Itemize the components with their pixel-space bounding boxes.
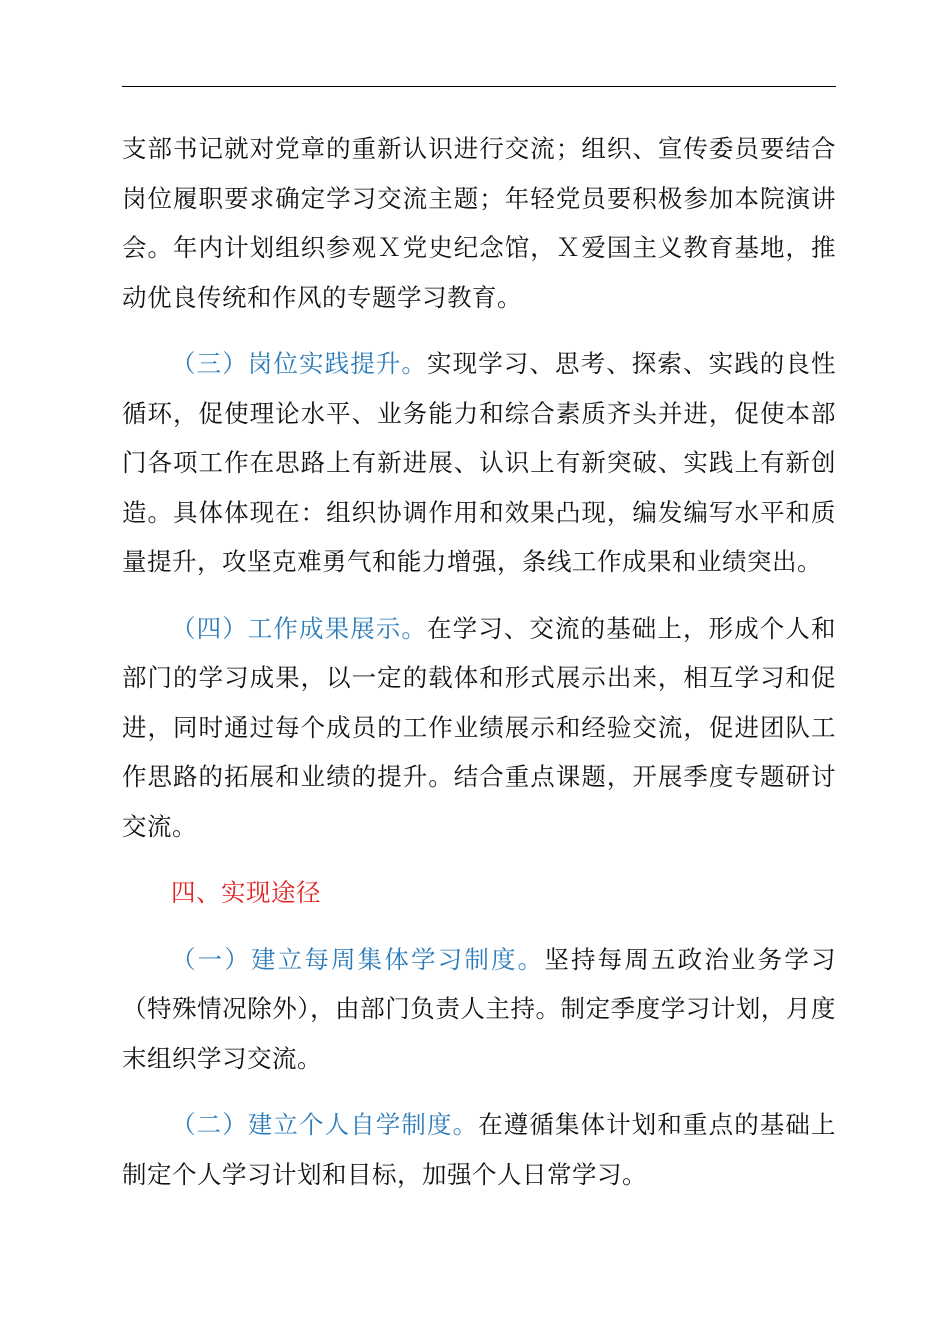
paragraph-text: 坚持每周五政治业务学习（特殊情况除外），由部门负责人主持。制定季度学习计划，月度末组织学习交流。	[122, 944, 837, 1073]
paragraph-text: 在遵循集体计划和重点的基础上制定个人学习计划和目标，加强个人日常学习。	[122, 1110, 837, 1189]
subheading-job-practice: （三）岗位实践提升。	[171, 349, 427, 378]
subheading-weekly-study: （一）建立每周集体学习制度。	[171, 944, 545, 974]
header-rule	[122, 86, 836, 87]
section-title: 四、实现途径	[171, 878, 321, 907]
paragraph-text: 在学习、交流的基础上，形成个人和部门的学习成果，以一定的载体和形式展示出来，相互学习和促进，同时通过每个成员的工作业绩展示和经验交流，促进团队工作思路的拓展和业绩的提升。结合重点课题，开展季度专题研讨交流。	[122, 613, 836, 841]
paragraph-text: 支部书记就对党章的重新认识进行交流；组织、宣传委员要结合岗位履职要求确定学习交流主题；年轻党员要积极参加本院演讲会。年内计划组织参观Ｘ党史纪念馆，Ｘ爱国主义教育基地，推动优良传统和作风的专题学习教育。	[122, 134, 836, 312]
subheading-work-results: （四）工作成果展示。	[171, 613, 427, 643]
paragraph-work-results	[122, 604, 836, 852]
subheading-self-study: （二）建立个人自学制度。	[171, 1110, 479, 1139]
paragraph-self-study	[122, 1100, 836, 1199]
document-body	[122, 124, 836, 1216]
paragraph-weekly-study	[122, 935, 836, 1084]
section-heading-implementation	[122, 868, 836, 918]
paragraph-text: 实现学习、思考、探索、实践的良性循环，促使理论水平、业务能力和综合素质齐头并进，促使本部门各项工作在思路上有新进展、认识上有新突破、实践上有新创造。具体体现在：组织协调作用和效果凸现，编发编写水平和质量提升，攻坚克难勇气和能力增强，条线工作成果和业绩突出。	[122, 349, 836, 576]
paragraph-continuation	[122, 124, 836, 322]
paragraph-job-practice	[122, 339, 836, 587]
